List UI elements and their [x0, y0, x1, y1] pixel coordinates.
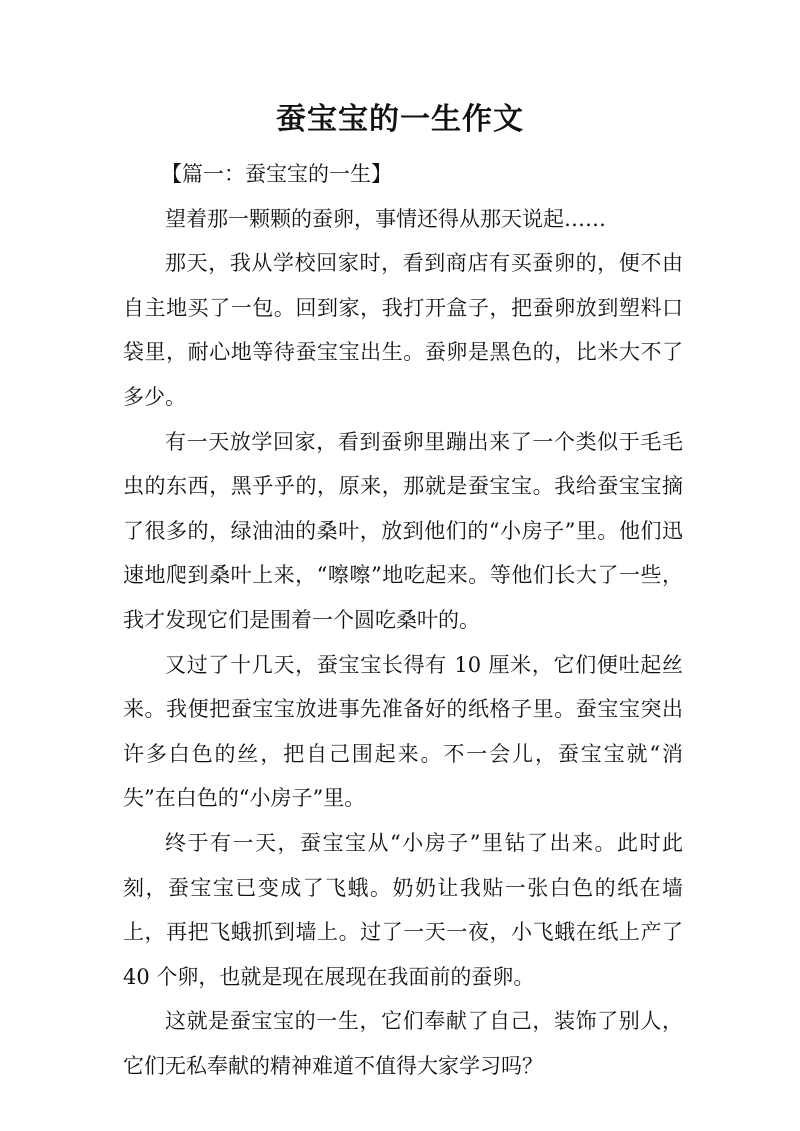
paragraph-5: 终于有一天，蚕宝宝从“小房子”里钻了出来。此时此刻，蚕宝宝已变成了飞蛾。奶奶让我贴一张白色的纸在墙上，再把飞蛾抓到墙上。过了一天一夜，小飞蛾在纸上产了 40 个卵，也就是现在展现在我面前的蚕卵。: [123, 830, 683, 989]
document-title: 蚕宝宝的一生作文: [276, 102, 524, 137]
section-heading: 【篇一：蚕宝宝的一生】: [161, 162, 392, 186]
paragraph-2: 那天，我从学校回家时，看到商店有买蚕卵的，便不由自主地买了一包。回到家，我打开盒子，把蚕卵放到塑料口袋里，耐心地等待蚕宝宝出生。蚕卵是黑色的，比米大不了多少。: [123, 251, 683, 409]
paragraph-3: 有一天放学回家，看到蚕卵里蹦出来了一个类似于毛毛虫的东西，黑乎乎的，原来，那就是蚕宝宝。我给蚕宝宝摘了很多的，绿油油的桑叶，放到他们的“小房子”里。他们迅速地爬到桑叶上来，“嚓嚓”地吃起来。等他们长大了一些，我才发现它们是围着一个圆吃桑叶的。: [123, 429, 683, 632]
paragraph-6: 这就是蚕宝宝的一生，它们奉献了自己，装饰了别人，它们无私奉献的精神难道不值得大家学习吗？: [123, 1009, 683, 1078]
document-body: [123, 152, 683, 1088]
paragraph-1: 望着那一颗颗的蚕卵，事情还得从那天说起……: [165, 206, 606, 231]
paragraph-4: 又过了十几天，蚕宝宝长得有 10 厘米，它们便吐起丝来。我便把蚕宝宝放进事先准备好的纸格子里。蚕宝宝突出许多白色的丝，把自己围起来。不一会儿，蚕宝宝就“消失”在白色的“小房子”里。: [123, 652, 683, 811]
